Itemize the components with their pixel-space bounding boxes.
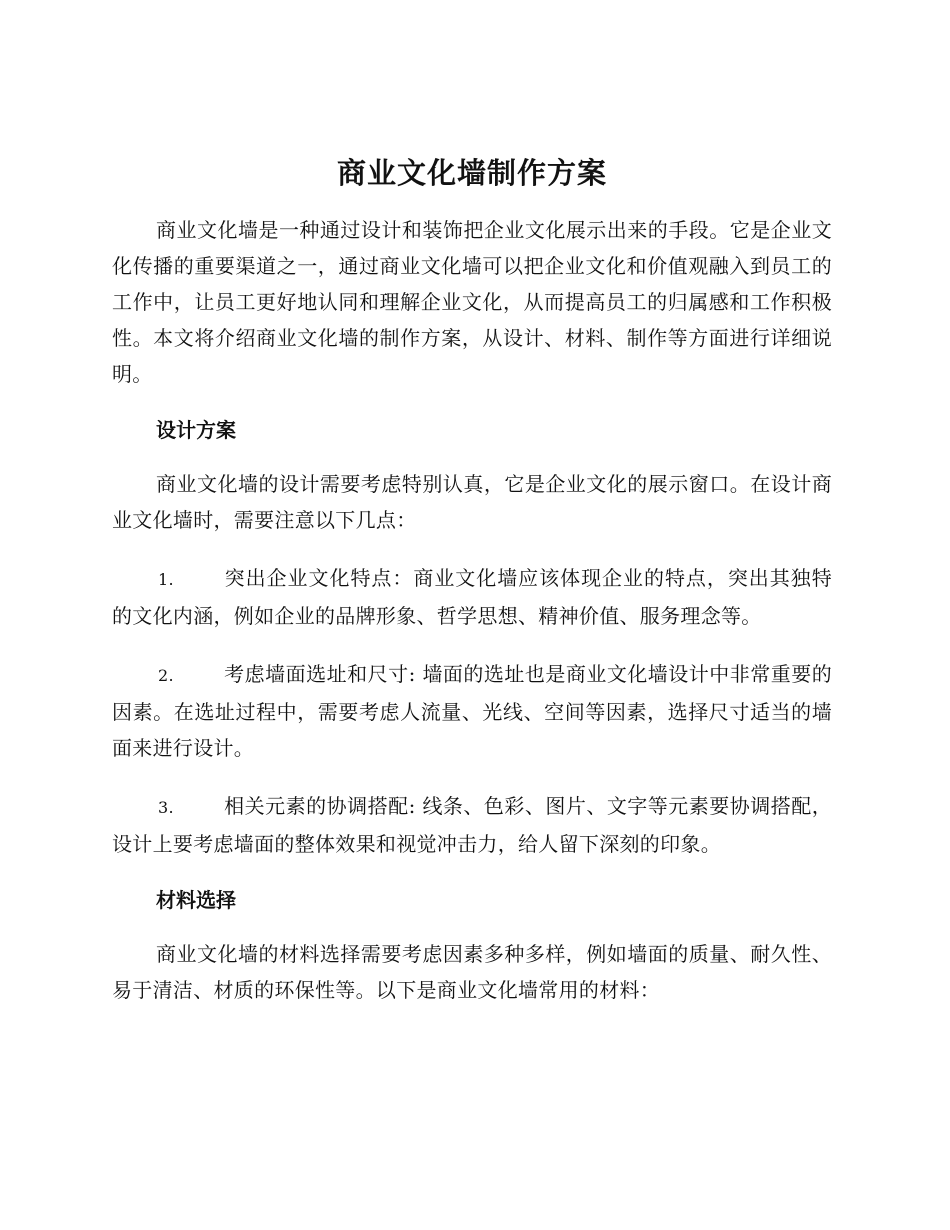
intro-paragraph: 商业文化墙是一种通过设计和装饰把企业文化展示出来的手段。它是企业文化传播的重要渠道之一，通过商业文化墙可以把企业文化和价值观融入到员工的工作中，让员工更好地认同和理解企业文化，从而提高员工的归属感和工作积极性。本文将介绍商业文化墙的制作方案，从设计、材料、制作等方面进行详细说明。 bbox=[112, 218, 832, 386]
list-item-text: 相关元素的协调搭配: 线条、色彩、图片、文字等元素要协调搭配，设计上要考虑墙面的整体效果和视觉冲击力，给人留下深刻的印象。 bbox=[112, 794, 832, 856]
section-heading-design: 设计方案 bbox=[156, 418, 236, 442]
materials-intro-paragraph: 商业文化墙的材料选择需要考虑因素多种多样，例如墙面的质量、耐久性、易于清洁、材质的环保性等。以下是商业文化墙常用的材料： bbox=[112, 942, 832, 1002]
section-heading-materials: 材料选择 bbox=[156, 888, 236, 912]
list-item-number: 2. bbox=[158, 666, 174, 685]
list-item-number: 3. bbox=[158, 798, 174, 817]
list-item bbox=[112, 560, 832, 634]
design-list bbox=[112, 560, 832, 862]
list-item-number: 1. bbox=[158, 570, 174, 589]
list-item bbox=[112, 788, 832, 862]
list-item-text: 考虑墙面选址和尺寸: 墙面的选址也是商业文化墙设计中非常重要的因素。在选址过程中，需要考虑人流量、光线、空间等因素，选择尺寸适当的墙面来进行设计。 bbox=[112, 662, 832, 760]
list-item bbox=[112, 656, 832, 766]
design-intro-paragraph: 商业文化墙的设计需要考虑特别认真，它是企业文化的展示窗口。在设计商业文化墙时，需要注意以下几点： bbox=[112, 472, 832, 532]
list-item-text: 突出企业文化特点：商业文化墙应该体现企业的特点，突出其独特的文化内涵，例如企业的品牌形象、哲学思想、精神价值、服务理念等。 bbox=[112, 566, 832, 628]
document-title: 商业文化墙制作方案 bbox=[336, 156, 607, 190]
